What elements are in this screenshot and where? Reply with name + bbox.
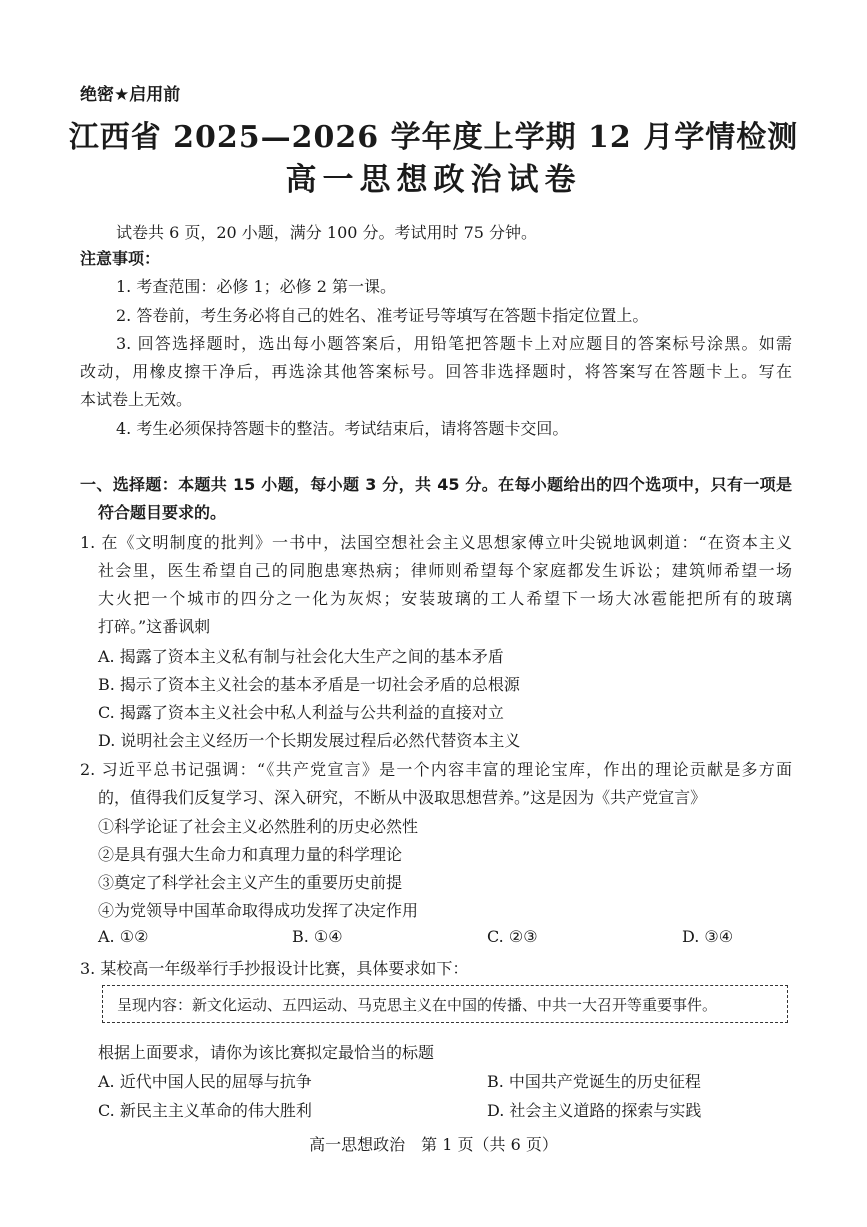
q2-option-b: B. ①④ [292, 927, 343, 946]
q2-option-d: D. ③④ [682, 927, 734, 946]
q3-option-c: C. 新民主主义革命的伟大胜利 [98, 1101, 312, 1120]
exam-subtitle: 高一思想政治试卷 [285, 162, 582, 198]
q2-option-a: A. ①② [98, 927, 149, 946]
notice-item-1: 1. 考查范围：必修 1；必修 2 第一课。 [116, 277, 396, 296]
q1-option-c: C. 揭露了资本主义社会中私人利益与公共利益的直接对立 [98, 703, 504, 722]
q3-option-a: A. 近代中国人民的屈辱与抗争 [98, 1072, 312, 1091]
q3-option-b: B. 中国共产党诞生的历史征程 [487, 1072, 701, 1091]
q3-requirement-box [102, 985, 788, 1023]
section-heading-line-2: 符合题目要求的。 [98, 503, 227, 522]
confidential-label: 绝密★启用前 [80, 85, 181, 105]
notice-item-3-line-1: 3. 回答选择题时，选出每小题答案后，用铅笔把答题卡上对应题目的答案标号涂黑。如需 [116, 334, 792, 353]
exam-intro: 试卷共 6 页，20 小题，满分 100 分。考试用时 75 分钟。 [116, 223, 538, 242]
section-heading-line-1: 一、选择题：本题共 15 小题，每小题 3 分，共 45 分。在每小题给出的四个选项中，只有一项是 [80, 475, 792, 494]
q3-stem-line-1: 3. 某校高一年级举行手抄报设计比赛，具体要求如下： [80, 959, 469, 978]
q1-option-a: A. 揭露了资本主义私有制与社会化大生产之间的基本矛盾 [98, 647, 504, 666]
notice-item-2: 2. 答卷前，考生务必将自己的姓名、准考证号等填写在答题卡指定位置上。 [116, 306, 649, 325]
q1-stem-line-4: 打碎。”这番讽刺 [98, 617, 211, 636]
q2-statement-3: ③奠定了科学社会主义产生的重要历史前提 [98, 873, 403, 892]
q1-option-b: B. 揭示了资本主义社会的基本矛盾是一切社会矛盾的总根源 [98, 675, 520, 694]
q2-statement-4: ④为党领导中国革命取得成功发挥了决定作用 [98, 901, 419, 920]
notice-heading: 注意事项： [80, 249, 161, 268]
q2-stem-line-1: 2. 习近平总书记强调：“《共产党宣言》是一个内容丰富的理论宝库，作出的理论贡献是多方面 [80, 760, 792, 779]
q2-option-c: C. ②③ [487, 927, 538, 946]
q3-stem-line-2: 根据上面要求，请你为该比赛拟定最恰当的标题 [98, 1043, 435, 1062]
page-footer: 高一思想政治 第 1 页（共 6 页） [309, 1135, 558, 1154]
exam-title: 江西省 2025—2026 学年度上学期 12 月学情检测 [68, 120, 799, 155]
q2-statement-1: ①科学论证了社会主义必然胜利的历史必然性 [98, 817, 419, 836]
notice-item-3-line-2: 改动，用橡皮擦干净后，再选涂其他答案标号。回答非选择题时，将答案写在答题卡上。写在 [80, 362, 792, 381]
q1-option-d: D. 说明社会主义经历一个长期发展过程后必然代替资本主义 [98, 731, 521, 750]
q1-stem-line-3: 大火把一个城市的四分之一化为灰烬；安装玻璃的工人希望下一场大冰雹能把所有的玻璃 [98, 589, 792, 608]
notice-item-4: 4. 考生必须保持答题卡的整洁。考试结束后，请将答题卡交回。 [116, 419, 569, 438]
q2-statement-2: ②是具有强大生命力和真理力量的科学理论 [98, 845, 403, 864]
notice-item-3-line-3: 本试卷上无效。 [80, 390, 193, 409]
q1-stem-line-2: 社会里，医生希望自己的同胞患寒热病；律师则希望每个家庭都发生诉讼；建筑师希望一场 [98, 561, 792, 580]
q1-stem-line-1: 1. 在《文明制度的批判》一书中，法国空想社会主义思想家傅立叶尖锐地讽刺道：“在资本主义 [80, 533, 792, 552]
q3-option-d: D. 社会主义道路的探索与实践 [487, 1101, 702, 1120]
q2-stem-line-2: 的，值得我们反复学习、深入研究，不断从中汲取思想营养。”这是因为《共产党宣言》 [98, 788, 707, 807]
q3-requirement-text: 呈现内容：新文化运动、五四运动、马克思主义在中国的传播、中共一大召开等重要事件。 [117, 996, 718, 1014]
